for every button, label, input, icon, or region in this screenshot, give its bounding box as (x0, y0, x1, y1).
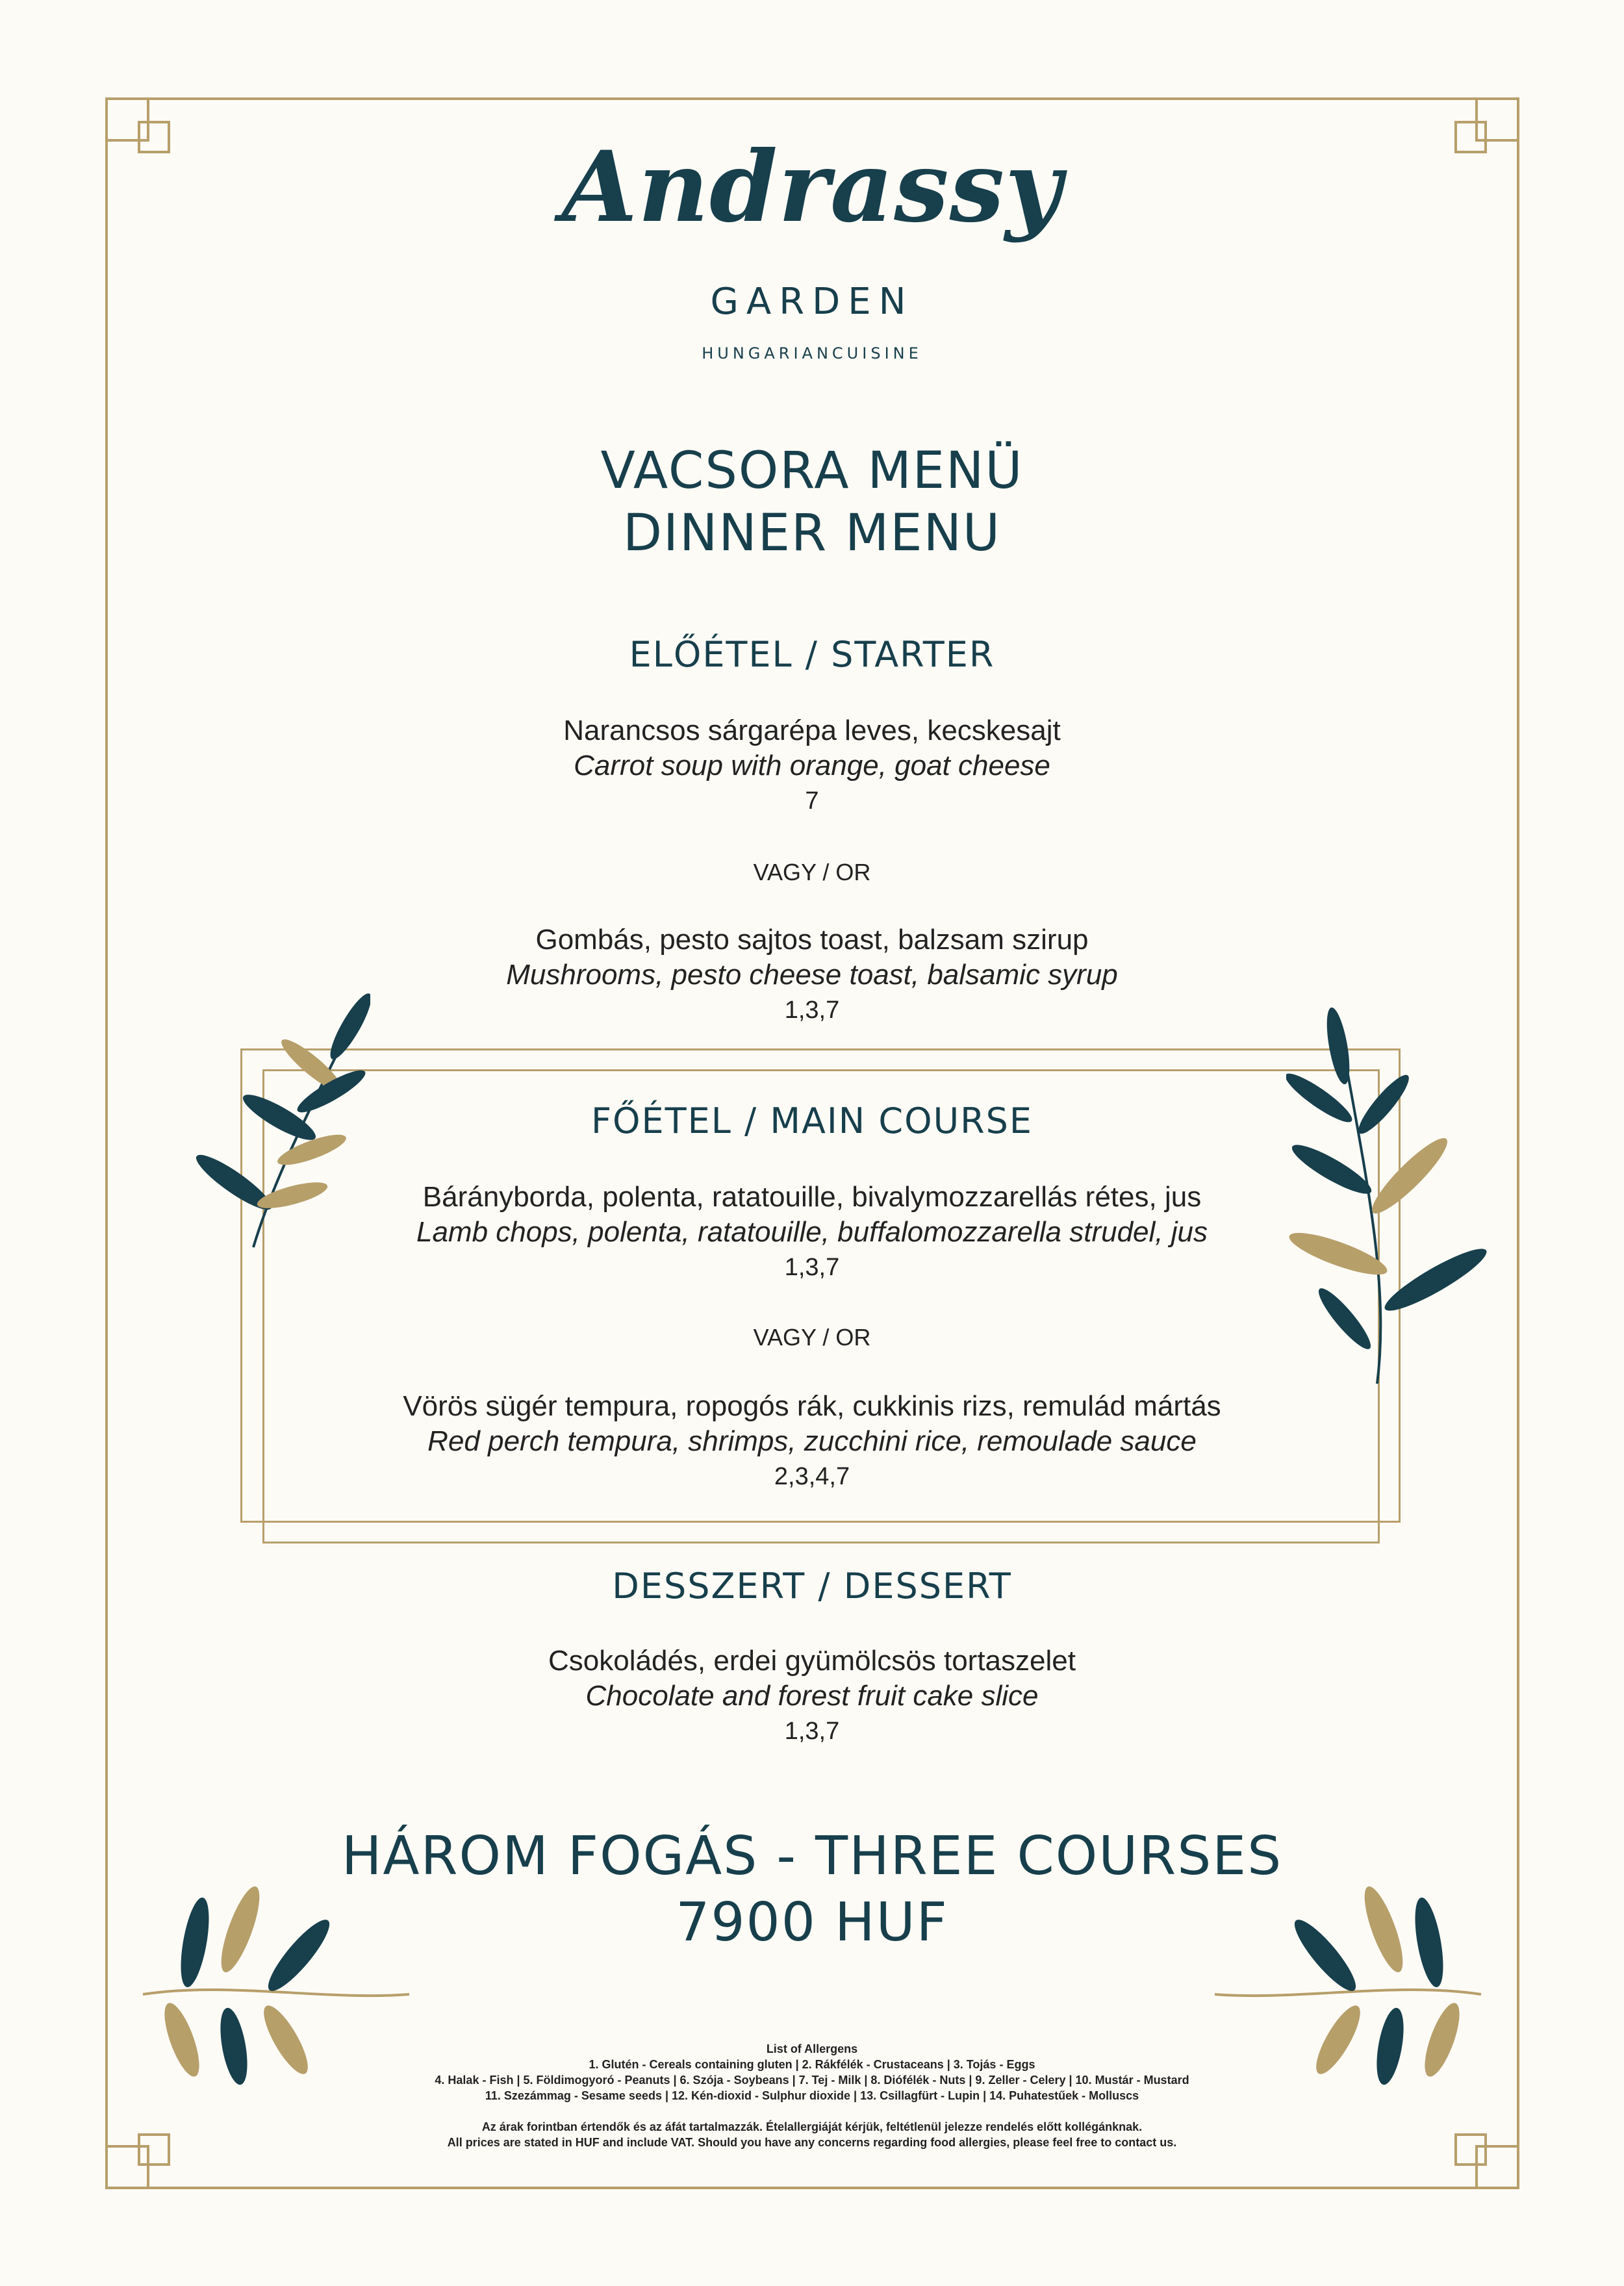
main-dish2-allergens: 2,3,4,7 (774, 1463, 850, 1490)
starter-dish2-en: Mushrooms, pesto cheese toast, balsamic syrup (506, 959, 1118, 991)
allergen-list-title: List of Allergens (766, 2042, 858, 2055)
main-dish1-en: Lamb chops, polenta, ratatouille, buffalomozzarella strudel, jus (416, 1216, 1208, 1248)
allergen-list-line1: 1. Glutén - Cereals containing gluten | 2. Rákfélék - Crustaceans | 3. Tojás - Eggs (589, 2058, 1035, 2071)
menu-title-en: DINNER MENU (622, 504, 1002, 563)
starter-dish2-hu: Gombás, pesto sajtos toast, balzsam szirup (535, 924, 1089, 956)
brand-subtitle: HUNGARIANCUISINE (702, 344, 922, 362)
brand-logo-garden: GARDEN (710, 281, 914, 323)
price-amount: 7900 HUF (676, 1892, 948, 1953)
price-courses: HÁROM FOGÁS - THREE COURSES (341, 1825, 1283, 1887)
brand-logo-script: Andrassy (561, 130, 1063, 244)
dessert-dish1-allergens: 1,3,7 (784, 1718, 840, 1745)
main-or: VAGY / OR (753, 1324, 871, 1351)
starter-dish2-allergens: 1,3,7 (784, 997, 840, 1024)
menu-title-hu: VACSORA MENÜ (600, 442, 1024, 500)
leaf-branch-right-middle-icon (1286, 1007, 1507, 1397)
starter-dish1-hu: Narancsos sárgarépa leves, kecskesajt (563, 715, 1061, 746)
dessert-dish1-en: Chocolate and forest fruit cake slice (585, 1680, 1039, 1712)
main-dish2-en: Red perch tempura, shrimps, zucchini rice, remoulade sauce (427, 1425, 1197, 1457)
starter-dish1-allergens: 7 (805, 787, 819, 815)
main-dish1-hu: Báránybordа, polenta, ratatouille, bivalymozzarellás rétes, jus (422, 1181, 1202, 1213)
starter-or: VAGY / OR (753, 859, 871, 885)
starter-dish1-en: Carrot soup with orange, goat cheese (574, 750, 1050, 781)
price-note-hu: Az árak forintban értendők és az áfát tartalmazzák. Ételallergiáját kérjük, feltétlenül jelezze rendelés előtt kollégánknak. (481, 2120, 1143, 2133)
dessert-dish1-hu: Csokoládés, erdei gyümölcsös tortaszelet (548, 1645, 1076, 1677)
main-dish2-hu: Vörös sügér tempura, ropogós rák, cukkinis rizs, remulád mártás (403, 1390, 1221, 1422)
starter-heading: ELŐÉTEL / STARTER (629, 634, 995, 675)
main-heading: FŐÉTEL / MAIN COURSE (590, 1100, 1034, 1141)
leaf-branch-left-middle-icon (162, 987, 370, 1260)
allergen-list-line3: 11. Szezámmag - Sesame seeds | 12. Kén-dioxid - Sulphur dioxide | 13. Csillagfürt - Lupin | 14. Puhatestűek - Molluscs (485, 2089, 1139, 2102)
allergen-list-line2: 4. Halak - Fish | 5. Földimogyoró - Peanuts | 6. Szója - Soybeans | 7. Tej - Milk | 8. Diófélék - Nuts | 9. Zeller - Celery | 10. Mustár - Mustard (435, 2074, 1189, 2087)
price-note-en: All prices are stated in HUF and include VAT. Should you have any concerns regarding food allergies, please feel free to contact us. (447, 2136, 1177, 2149)
dessert-heading: DESSZERT / DESSERT (612, 1566, 1012, 1607)
main-dish1-allergens: 1,3,7 (784, 1254, 840, 1281)
